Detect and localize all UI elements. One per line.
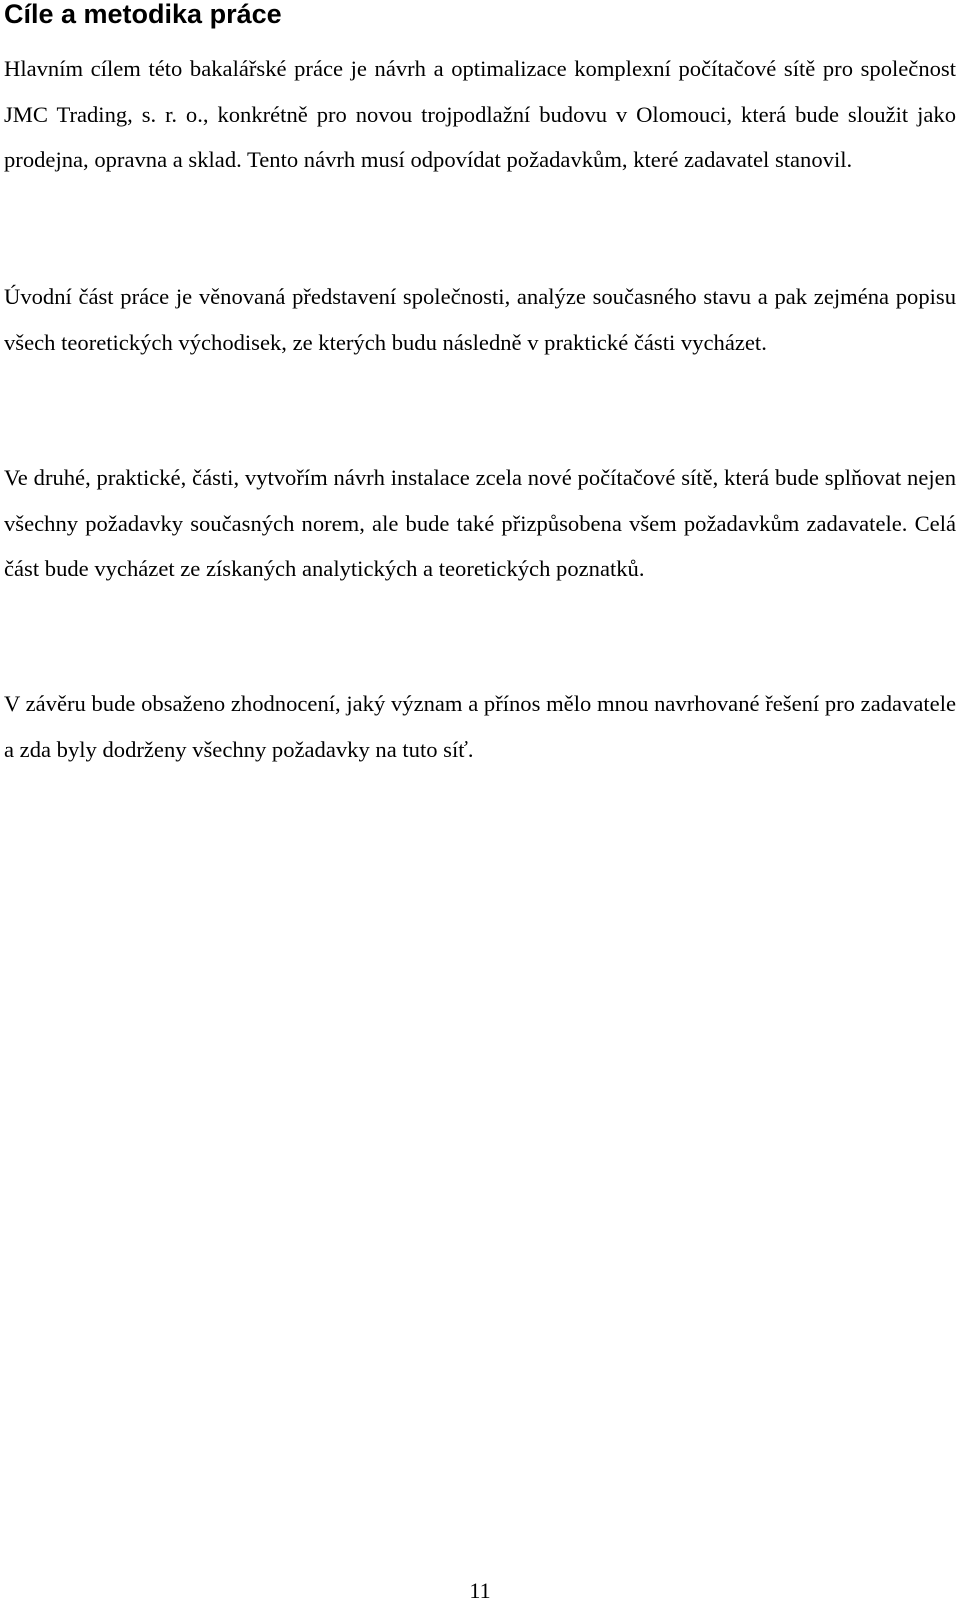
paragraph-intro-part: Úvodní část práce je věnovaná představení společnosti, analýze současného stavu a pak zejména popisu všech teoretických východisek, ze kterých budu následně v praktické části vycházet. <box>4 284 956 355</box>
section-heading: Cíle a metodika práce <box>4 0 282 29</box>
paragraph-conclusion: V závěru bude obsaženo zhodnocení, jaký význam a přínos mělo mnou navrhované řešení pro zadavatele a zda byly dodrženy všechny požadavky na tuto síť. <box>4 691 956 762</box>
paragraph-practical-part: Ve druhé, praktické, části, vytvořím návrh instalace zcela nové počítačové sítě, která bude splňovat nejen všechny požadavky současných norem, ale bude také přizpůsobena všem požadavkům zadavatele. Celá část bude vycházet ze získaných analytických a teoretických poznatků. <box>4 465 956 581</box>
page-number: 11 <box>469 1578 491 1603</box>
paragraph-goal: Hlavním cílem této bakalářské práce je návrh a optimalizace komplexní počítačové sítě pro společnost JMC Trading, s. r. o., konkrétně pro novou trojpodlažní budovu v Olomouci, která bude sloužit jako prodejna, opravna a sklad. Tento návrh musí odpovídat požadavkům, které zadavatel stanovil. <box>4 56 956 172</box>
